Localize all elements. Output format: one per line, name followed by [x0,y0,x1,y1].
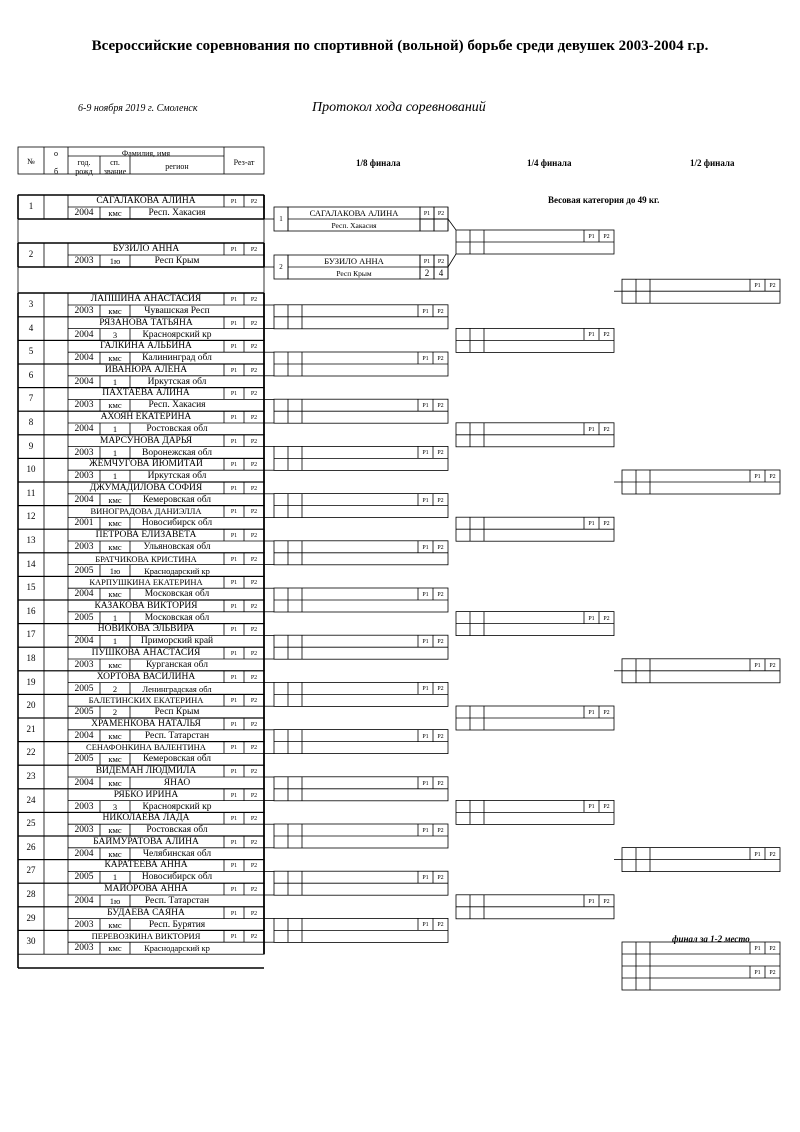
participant-rank: 2 [112,683,118,694]
score-label-p1: Р1 [230,438,238,445]
participant-rank: кмс [108,943,122,954]
score-label-p2: Р2 [250,533,258,539]
score-label-p1: Р1 [230,887,238,893]
participant-no: 9 [28,440,34,451]
participant-name: БУДАЕВА САЯНА [107,907,185,918]
participant-no: 29 [26,912,36,923]
score-label-p1: Р1 [230,509,238,516]
participant-no: 8 [28,417,34,427]
weight-class: Весовая категория до 49 кг. [548,195,660,205]
participant-year: 2004 [74,494,94,505]
score-label-p2: Р2 [250,485,258,492]
participant-year: 2003 [74,306,94,316]
participant-region: Ростовская обл [146,424,208,434]
participant-region: Кемеровская обл [142,754,212,765]
score-label-p1: Р1 [422,922,429,929]
participant-rank: 3 [112,329,118,340]
participant-no: 16 [26,605,36,616]
participant-region: Московская обл [144,589,210,600]
score-label-p1: Р1 [423,211,431,217]
col-rank: сп. звание [103,158,127,176]
participant-year: 2005 [74,707,94,718]
participant-year: 2005 [74,612,94,623]
participant-year: 2003 [74,447,94,458]
prelim-name: БУЗИЛО АННА [324,256,384,266]
score-label-p1: Р1 [754,474,761,480]
participant-rank: кмс [108,306,122,316]
score-label-p2: Р2 [437,875,444,882]
participant-rank: 1ю [109,896,121,906]
participant-year: 2005 [74,683,94,694]
protocol-title: Протокол хода соревнований [312,100,486,115]
participant-name: БАЛЕТИНСКИХ ЕКАТЕРИНА [88,695,204,706]
score-label-p2: Р2 [250,839,258,846]
participant-year: 2003 [74,256,94,266]
round-r16-label: 1/8 финала [356,158,401,168]
participant-rank: 1 [112,447,118,458]
score-label-p2: Р2 [769,662,776,669]
participant-year: 2004 [74,329,94,340]
score-label-p1: Р1 [754,851,761,858]
score-label-p1: Р1 [230,556,238,563]
col-birth-year: год. рожд [75,158,93,176]
participant-year: 2004 [74,896,94,906]
score-label-p2: Р2 [437,497,444,504]
participant-rank: 1 [112,471,118,482]
participant-no: 28 [26,889,36,899]
participant-rank: кмс [108,400,122,411]
score-label-p2: Р2 [603,710,610,716]
participant-name: КАЗАКОВА ВИКТОРИЯ [94,600,198,611]
score-label-p1: Р1 [422,356,429,362]
participant-no: 30 [26,936,36,947]
event-date: 6-9 ноября 2019 г. Смоленск [78,103,198,114]
participant-no: 27 [26,865,36,876]
score-label-p1: Р1 [230,533,238,539]
score-label-p2: Р2 [250,627,258,634]
participant-name: ЖЕМЧУГОВА ЙЮМИТАЙ [89,459,203,470]
participant-name: САГАЛАКОВА АЛИНА [96,196,196,206]
participant-year: 2004 [74,208,94,218]
score-label-p2: Р2 [250,887,258,893]
prelim-no: 1 [279,215,283,223]
participant-no: 17 [26,629,36,640]
participant-name: ВИНОГРАДОВА ДАНИЭЛЛА [90,506,202,517]
participant-year: 2003 [74,943,94,954]
score-label-p1: Р1 [230,934,238,941]
score-label-p2: Р2 [437,308,444,315]
participant-region: Респ Крым [154,256,200,266]
score-label-p2: Р2 [250,556,258,563]
score-label-p1: Р1 [588,710,595,716]
score-label-p2: Р2 [250,509,258,516]
participant-name: БРАТЧИКОВА КРИСТИНА [95,553,197,564]
participant-year: 2003 [74,801,94,812]
score-label-p2: Р2 [250,792,258,799]
participant-no: 22 [26,747,36,758]
participant-year: 2003 [74,400,94,411]
participant-region: Ульяновская обл [143,542,211,552]
score-label-p2: Р2 [250,462,258,469]
participant-region: Краснодарский кр [144,565,210,576]
participant-region: Челябинская обл [142,848,212,859]
participant-rank: кмс [108,778,122,788]
score-label-p2: Р2 [250,816,258,823]
score-label-p1: Р1 [230,247,238,253]
participant-name: НОВИКОВА ЭЛЬВИРА [97,624,195,635]
col-region: регион [165,162,189,171]
participant-no: 19 [26,676,36,687]
participant-year: 2003 [74,542,94,552]
participant-region: Респ Крым [154,707,200,718]
participant-name: КАРАТЕЕВА АННА [104,860,188,871]
score-label-p1: Р1 [422,686,429,693]
participant-no: 25 [26,818,36,829]
participant-year: 2004 [74,778,94,788]
participant-name: БАЙМУРАТОВА АЛИНА [93,836,199,847]
participant-rank: 1ю [109,256,121,266]
score-label-p2: Р2 [250,698,258,705]
participant-region: Курганская обл [145,660,209,670]
score-label-p1: Р1 [588,804,595,811]
participant-rank: кмс [108,848,122,859]
participant-no: 11 [26,487,36,498]
prelim-no: 2 [279,263,283,271]
score-label-p2: Р2 [603,521,610,528]
participant-rank: 1 [112,612,118,623]
participant-region: Краснодарский кр [144,943,210,954]
score-label-p1: Р1 [230,651,238,657]
participant-no: 7 [28,393,34,404]
score-label-p1: Р1 [588,615,595,622]
score-label-p2: Р2 [250,745,258,752]
score-label-p2: Р2 [250,438,258,445]
participant-rank: кмс [108,730,122,741]
participant-year: 2004 [74,376,94,387]
participant-year: 2003 [74,471,94,482]
participant-name: ХОРТОВА ВАСИЛИНА [96,671,196,682]
page-title: Всероссийские соревнования по спортивной (вольной) борьбе среди девушек 2003-2004 г.р. [91,38,709,54]
participant-name: ЛАПШИНА АНАСТАСИЯ [90,294,202,304]
participant-rank: кмс [108,589,122,600]
participant-rank: кмс [108,754,122,765]
col-result: Рез-ат [233,158,255,167]
participant-year: 2004 [74,848,94,859]
participant-region: Приморский край [140,636,214,647]
participant-name: МАЙОРОВА АННА [104,884,188,894]
col-ob-bottom: б [53,167,59,176]
participant-year: 2003 [74,919,94,930]
participant-name: ГАЛКИНА АЛЬБИНА [100,341,192,352]
score-label-p2: Р2 [603,234,610,240]
participant-name: СЕНАФОНКИНА ВАЛЕНТИНА [86,742,206,753]
score-label-p2: Р2 [603,615,610,622]
participant-region: Респ. Хакасия [148,400,206,411]
participant-no: 1 [28,201,34,211]
score-label-p1: Р1 [230,792,238,799]
score-label-p1: Р1 [754,662,761,669]
participant-region: Иркутская обл [147,376,207,387]
score-label-p1: Р1 [754,283,761,290]
score-label-p1: Р1 [230,580,238,587]
score-label-p2: Р2 [250,580,258,587]
score-label-p1: Р1 [422,733,429,740]
participant-no: 5 [28,346,34,357]
participant-no: 14 [26,558,36,569]
score-label-p2: Р2 [437,828,444,834]
score-label-p1: Р1 [588,426,595,433]
score-label-p2: Р2 [250,603,258,610]
round-qf-label: 1/4 финала [527,158,572,168]
score-label-p1: Р1 [230,910,238,917]
participant-rank: кмс [108,208,122,218]
score-label-p2: Р2 [250,247,258,253]
score-label-p1: Р1 [230,199,238,205]
participant-rank: 1 [112,424,118,434]
score-label-p2: Р2 [437,403,444,410]
score-label-p1: Р1 [230,485,238,492]
participant-region: Ленинградская обл [142,683,212,694]
final-label: финал за 1-2 место [672,934,750,944]
participant-year: 2004 [74,730,94,741]
score-label-p2: Р2 [250,344,258,351]
score-label-p1: Р1 [230,297,238,303]
participant-rank: кмс [108,542,122,552]
score-label-p1: Р1 [422,828,429,834]
participant-year: 2004 [74,424,94,434]
participant-region: Калининград обл [142,353,212,364]
score-label-p1: Р1 [422,639,429,646]
score-label-p1: Р1 [230,603,238,610]
participant-rank: кмс [108,919,122,930]
participant-name: ПУШКОВА АНАСТАСИЯ [91,648,201,658]
participant-region: Красноярский кр [142,329,212,340]
participant-region: Новосибирск обл [141,518,213,529]
participant-name: РЯЗАНОВА ТАТЬЯНА [99,317,193,328]
participant-region: Иркутская обл [147,471,207,482]
participant-region: Респ. Бурятия [148,919,206,930]
participant-region: Московская обл [144,612,210,623]
score-label-p1: Р1 [588,332,595,339]
participant-region: Новосибирск обл [141,872,213,883]
round-sf-label: 1/2 финала [690,158,735,168]
participant-no: 12 [26,511,36,522]
score-label-p2: Р2 [250,674,258,681]
score-label-p2: Р2 [603,804,610,811]
participant-rank: кмс [108,353,122,364]
participant-no: 20 [26,700,36,711]
score-label-p2: Р2 [437,780,444,787]
score-label-p1: Р1 [588,898,595,905]
participant-no: 26 [26,841,36,852]
participant-rank: кмс [108,518,122,529]
participant-no: 24 [26,794,36,805]
participant-name: АХОЯН ЕКАТЕРИНА [100,412,192,422]
participant-rank: кмс [108,494,122,505]
score-label-p2: Р2 [603,332,610,339]
score-label-p2: Р2 [250,651,258,657]
participant-region: Ростовская обл [146,825,208,836]
score-label-p1: Р1 [422,875,429,882]
participant-no: 18 [26,653,36,663]
score-label-p2: Р2 [603,426,610,433]
participant-no: 3 [28,299,34,309]
col-no: № [27,157,35,166]
score-label-p2: Р2 [769,851,776,858]
score-label-p1: Р1 [422,450,429,457]
score-label-p1: Р1 [230,391,238,398]
participant-rank: 1 [112,872,118,883]
score-label-p2: Р2 [250,910,258,917]
participant-no: 6 [28,369,34,380]
participant-name: КАРПУШКИНА ЕКАТЕРИНА [89,577,203,588]
score-label-p1: Р1 [230,627,238,634]
score-label-p1: Р1 [230,367,238,374]
participant-region: Красноярский кр [142,801,212,812]
score-label-p1: Р1 [422,403,429,410]
participant-name: РЯБКО ИРИНА [113,789,179,800]
participant-no: 10 [26,464,36,475]
score-label-p2: Р2 [437,450,444,457]
participant-name: ПЕРЕВОЗКИНА ВИКТОРИЯ [91,931,201,942]
score-label-p1: Р1 [230,320,238,327]
score-label-p1: Р1 [230,698,238,705]
score-label-p1: Р1 [588,234,595,240]
score-label-p1: Р1 [422,544,429,551]
prelim-name: САГАЛАКОВА АЛИНА [309,208,399,218]
participant-name: МАРСУНОВА ДАРЬЯ [99,435,193,446]
score-label-p2: Р2 [769,946,776,952]
score-label-p1: Р1 [230,415,238,421]
participant-rank: 2 [112,707,118,718]
score-label-p1: Р1 [422,592,429,598]
participant-rank: кмс [108,660,122,670]
score-label-p2: Р2 [250,934,258,941]
score-label-p1: Р1 [230,674,238,681]
score-label-p1: Р1 [423,259,431,265]
score-label-p1: Р1 [422,497,429,504]
score-label-p2: Р2 [437,544,444,551]
participant-region: Респ. Татарстан [144,896,210,906]
score-label-p2: Р2 [437,211,445,217]
score-label-p1: Р1 [230,462,238,469]
score-label-p1: Р1 [230,344,238,351]
score-label-p1: Р1 [230,863,238,870]
score-label-p2: Р2 [437,356,444,362]
participant-year: 2005 [74,565,94,576]
participant-region: Респ. Хакасия [148,208,206,218]
score-label-p1: Р1 [754,970,761,976]
score-label-p2: Р2 [250,415,258,421]
score-label-p2: Р2 [250,863,258,870]
participant-no: 15 [26,582,36,593]
prelim-score-p2: 4 [438,268,444,278]
score-label-p2: Р2 [437,733,444,740]
score-label-p1: Р1 [230,721,238,728]
participant-name: БУЗИЛО АННА [112,244,180,254]
participant-year: 2005 [74,754,94,765]
participant-name: ПАХТАЕВА АЛИНА [102,388,190,399]
participant-rank: 1ю [109,565,121,576]
score-label-p2: Р2 [250,297,258,303]
prelim-region: Респ Крым [336,269,372,278]
participant-year: 2004 [74,353,94,364]
score-label-p2: Р2 [250,367,258,374]
score-label-p1: Р1 [754,946,761,952]
participant-region: Чувашская Респ [144,306,210,316]
participant-rank: 1 [112,376,118,387]
participant-year: 2003 [74,825,94,836]
participant-rank: 1 [112,636,118,647]
score-label-p2: Р2 [603,898,610,905]
participant-name: ВИДЕМАН ЛЮДМИЛА [95,766,197,776]
score-label-p2: Р2 [250,391,258,398]
score-label-p2: Р2 [769,283,776,290]
score-label-p2: Р2 [437,686,444,693]
score-label-p1: Р1 [230,745,238,752]
participant-year: 2005 [74,872,94,883]
score-label-p2: Р2 [437,922,444,929]
participant-region: ЯНАО [163,778,191,788]
score-label-p2: Р2 [250,721,258,728]
col-name-header: Фамилия, имя [121,149,171,158]
participant-no: 23 [26,771,36,781]
participant-name: ИВАНЮРА АЛЕНА [104,364,188,375]
score-label-p1: Р1 [422,308,429,315]
participant-year: 2001 [74,518,94,529]
participant-rank: кмс [108,825,122,836]
participant-no: 4 [28,322,34,333]
participant-no: 13 [26,535,36,545]
score-label-p1: Р1 [230,816,238,823]
participant-year: 2004 [74,636,94,647]
participant-year: 2004 [74,589,94,600]
score-label-p2: Р2 [250,199,258,205]
score-label-p2: Р2 [437,592,444,598]
score-label-p2: Р2 [250,320,258,327]
participant-region: Воронежская обл [141,447,213,458]
participant-region: Кемеровская обл [142,494,212,505]
score-label-p1: Р1 [422,780,429,787]
participant-no: 21 [26,723,36,734]
prelim-score-p1: 2 [424,268,430,278]
score-label-p2: Р2 [769,970,776,976]
participant-name: ПЕТРОВА ЕЛИЗАВЕТА [95,530,197,540]
col-ob-top: о [54,149,58,158]
prelim-region: Респ. Хакасия [331,221,377,230]
participant-name: ХРАМЕНКОВА НАТАЛЬЯ [91,718,201,729]
score-label-p2: Р2 [250,769,258,775]
participant-year: 2003 [74,660,94,670]
score-label-p1: Р1 [230,839,238,846]
score-label-p2: Р2 [437,259,445,265]
participant-name: НИКОЛАЕВА ЛАДА [102,813,190,824]
score-label-p2: Р2 [437,639,444,646]
score-label-p1: Р1 [588,521,595,528]
score-label-p2: Р2 [769,474,776,480]
participant-region: Респ. Татарстан [144,730,210,741]
participant-rank: 3 [112,801,118,812]
score-label-p1: Р1 [230,769,238,775]
participant-no: 2 [28,249,34,259]
participant-name: ДЖУМАДИЛОВА СОФИЯ [89,482,203,493]
